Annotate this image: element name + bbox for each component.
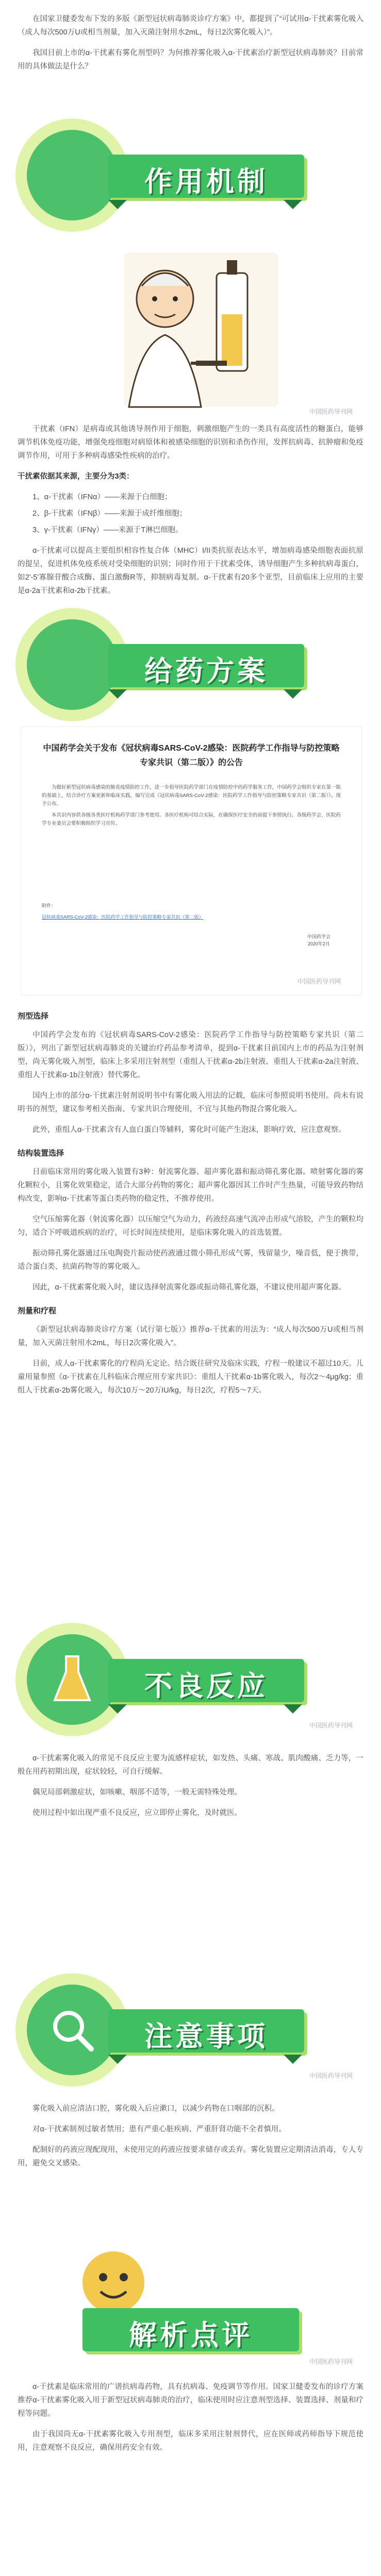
signature-date: 2020年2月 <box>307 941 330 946</box>
review-text <box>18 2380 363 2462</box>
intro-block <box>18 12 363 80</box>
notes-paragraph-2: 对α-干扰素制剂过敏者禁用；患有严重心脏疾病、严重肝肾功能不全者慎用。 <box>32 2125 286 2133</box>
adverse-paragraph-1: α-干扰素雾化吸入的常见不良反应主要为流感样症状，如发热、头痛、寒战、肌肉酸痛、乏力等，一般在用药初期出现，症状较轻，可自行缓解。 <box>18 1754 363 1776</box>
ribbon-tail-left <box>108 1704 127 1714</box>
mechanism-banner <box>0 103 381 237</box>
doctor-illustration <box>0 242 381 412</box>
announcement-attachment-label: 附件： <box>42 903 56 908</box>
device-heading: 结构装置选择 <box>18 1149 64 1158</box>
admin-paragraph-2: 目前，成人α-干扰素雾化的疗程尚无定论。结合既往研究及临床实践，疗程一般建议不超过10天。儿童用量参照《α-干扰素在儿科临床合理应用专家共识》：重组人干扰素α-1b雾化吸入，每次2～4μg/kg；重组人干扰素α-2b雾化吸入，每次10万～20万IU/kg，每日2次，疗程5～7天。 <box>18 1360 363 1395</box>
type-item-2: 2、β-干扰素（IFNβ）——来源于成纤维细胞； <box>32 510 187 518</box>
announcement-attachment-link[interactable]: 冠状病毒SARS-CoV-2感染：医院药学工作指导与防控策略专家共识（第二版） <box>42 914 204 920</box>
types-heading: 干扰素依据其来源，主要分为3类： <box>18 472 134 481</box>
notes-banner <box>0 1958 381 2092</box>
ribbon-tail-left <box>108 200 127 209</box>
watermark-4: 中国医药导刊网 <box>309 2072 353 2079</box>
doctor-syringe-icon <box>0 242 381 412</box>
dosing-banner <box>0 592 381 726</box>
banner-circle-inner <box>27 130 118 221</box>
watermark-1: 中国医药导刊网 <box>309 408 353 415</box>
dosing-text <box>18 1010 363 1404</box>
announcement-signature <box>307 933 330 947</box>
signature-org: 中国药学会 <box>307 934 330 939</box>
announcement-title: 中国药学会关于发布《冠状病毒SARS-CoV-2感染：医院药学工作指导与防控策略专家共识（第二版）》的公告 <box>43 744 340 767</box>
mechanism-paragraph-1: 干扰素（IFN）是病毒或其他诱导剂作用于细胞，刺激细胞产生的一类具有高度活性的糖蛋白，能够调节机体免疫功能，增强免疫细胞对病原体和被感染细胞的识别和杀伤作用，发挥抗病毒、抗肿瘤和免疫调节作用，可用于多种病毒感染性疾病的治疗。 <box>18 425 363 460</box>
banner-title: 解析点评 <box>129 2319 253 2351</box>
admin-heading: 剂量和疗程 <box>18 1307 57 1315</box>
announcement-paragraph-1: 为做好新型冠状病毒感染的肺炎疫情防控工作，进一步指导医院药学部门在疫情防控中的药学服务工作，中国药学会组织专家在第一版的基础上，结合诊疗方案更新和临床实践，编写完成《冠状病毒SARS-CoV-2感染：医院药学工作指导与防控策略专家共识（第二版）》。现予公布。 <box>42 785 341 807</box>
watermark-3: 中国医药导刊网 <box>309 1722 353 1729</box>
type-item-1: 1、α-干扰素（IFNα）——来源于白细胞； <box>32 493 172 501</box>
type-item-3: 3、γ-干扰素（IFNγ）——来源于T淋巴细胞。 <box>32 526 183 534</box>
mechanism-paragraph-2: α-干扰素可以提高主要组织相容性复合体（MHC）I/II类抗原表达水平，增加病毒感染细胞表面抗原的提呈，促进机体免疫系统对受染细胞的识别；同时作用于干扰素受体，诱导细胞产生多种抗病毒蛋白，如2'-5'寡腺苷酸合成酶、蛋白激酶R等，抑制病毒复制。α-干扰素有20多个亚型，目前临床上应用的主要是α-2a干扰素和α-2b干扰素。 <box>18 547 363 595</box>
ribbon-tail-left <box>108 2055 127 2064</box>
device-paragraph-3: 振动筛孔雾化器通过压电陶瓷片振动使药液通过微小筛孔形成气雾，残留量少，噪音低，便于携带，适合蛋白类、抗菌药物等的雾化吸入。 <box>18 1249 363 1271</box>
intro-question: 我国目前上市的α-干扰素有雾化剂型吗？为何推荐雾化吸入α-干扰素治疗新型冠状病毒肺炎？目前常用的具体做法是什么？ <box>18 49 363 71</box>
notes-text <box>18 2102 363 2177</box>
types-list <box>18 490 363 537</box>
review-paragraph-1: α-干扰素是临床常用的广谱抗病毒药物，具有抗病毒、免疫调节等作用。国家卫健委发布的诊疗方案推荐α-干扰素雾化吸入用于新型冠状病毒肺炎的治疗，临床使用时应注意剂型选择、装置选择、剂量和疗程等问题。 <box>18 2383 363 2418</box>
device-paragraph-1: 目前临床常用的雾化吸入装置有3种：射流雾化器、超声雾化器和振动筛孔雾化器。喷射雾化器的雾化颗粒小，且雾化效果稳定，适合大部分药物的雾化；超声雾化器因其工作时产生热量，可能导致药物结构改变，影响α-干扰素等蛋白类药物的稳定性，不推荐使用。 <box>18 1168 363 1203</box>
flask-icon <box>52 1654 93 1705</box>
dosage-paragraph-3: 此外，重组人α-干扰素含有人血白蛋白等辅料，雾化时可能产生泡沫，影响疗效，应注意观察。 <box>32 1126 346 1134</box>
announcement-body <box>42 784 341 831</box>
adverse-paragraph-2: 偶见局部刺激症状，如咳嗽、咽部不适等，一般无需特殊处理。 <box>32 1788 242 1797</box>
dosage-form-heading: 剂型选择 <box>18 1012 49 1021</box>
watermark-2: 中国医药导刊网 <box>297 978 341 985</box>
admin-paragraph-1: 《新型冠状病毒肺炎诊疗方案（试行第七版）》推荐α-干扰素的用法为：“成人每次500万U或相当剂量，加入灭菌注射用水2mL，每日2次雾化吸入”。 <box>18 1326 363 1347</box>
banner-circle-inner <box>27 619 118 710</box>
ribbon-tail-right <box>284 2055 302 2064</box>
announcement-card <box>21 726 362 995</box>
adverse-text <box>18 1752 363 1827</box>
announcement-paragraph-2: 本共识内容供各级各类医疗机构药学部门参考使用。各医疗机构可结合实际，在确保医疗安全的前提下参照执行。各级药学会、医院药学专业委员会要积极组织学习宣传。 <box>42 812 341 826</box>
banner-ribbon <box>108 155 304 198</box>
watermark-5: 中国医药导刊网 <box>309 2358 353 2365</box>
banner-ribbon <box>82 2308 299 2351</box>
intro-paragraph: 在国家卫健委发布下发的多版《新型冠状病毒肺炎诊疗方案》中，都提到了“可试用α-干扰素雾化吸入（成人每次500万U或相当剂量，加入灭菌注射用水2mL，每日2次雾化吸入）”。 <box>18 15 363 37</box>
ribbon-tail-left <box>108 689 127 699</box>
ribbon-tail-right <box>284 200 302 209</box>
banner-title: 给药方案 <box>144 655 268 687</box>
mechanism-text <box>18 422 363 605</box>
device-paragraph-4: 因此，α-干扰素雾化吸入时，建议选择射流雾化器或振动筛孔雾化器，不建议使用超声雾化器。 <box>32 1283 346 1292</box>
ribbon-tail-right <box>284 1704 302 1714</box>
notes-paragraph-3: 配制好的药液应现配现用，未使用完的药液应按要求储存或丢弃。雾化装置应定期清洁消毒，专人专用，避免交叉感染。 <box>18 2146 363 2167</box>
banner-ribbon <box>108 644 304 687</box>
adverse-paragraph-3: 使用过程中如出现严重不良反应，应立即停止雾化，及时就医。 <box>32 1809 242 1817</box>
notes-paragraph-1: 雾化吸入前应清洁口腔，雾化吸入后应漱口，以减少药物在口咽部的沉积。 <box>32 2105 279 2113</box>
device-paragraph-2: 空气压缩雾化器（射流雾化器）以压缩空气为动力，药液经高速气流冲击形成气溶胶，产生的颗粒均匀，适合下呼吸道疾病的治疗，可长时间连续使用，是临床雾化吸入的首选装置。 <box>18 1215 363 1237</box>
banner-title: 不良反应 <box>144 1670 268 1702</box>
banner-title: 注意事项 <box>144 2020 268 2053</box>
review-paragraph-2: 由于我国尚无α-干扰素雾化吸入专用剂型，临床多采用注射剂替代，应在医师或药师指导下规范使用，注意观察不良反应，确保用药安全有效。 <box>18 2430 363 2452</box>
banner-title: 作用机制 <box>144 165 268 198</box>
dosage-paragraph-1: 中国药学会发布的《冠状病毒SARS-CoV-2感染：医院药学工作指导与防控策略专家共识（第二版）》，列出了新型冠状病毒肺炎的关键治疗药品参考清单，提到α-干扰素目前国内上市的药品为注射剂型，尚无雾化吸入剂型，临床上多采用注射剂型（重组人干扰素α-2b注射液、重组人干扰素α-2a注射液、重组人干扰素α-1b注射液）替代雾化。 <box>18 1031 363 1079</box>
ribbon-tail-right <box>284 689 302 699</box>
banner-ribbon <box>108 1659 304 1702</box>
banner-ribbon <box>108 2009 304 2053</box>
smiley-icon <box>77 2246 150 2318</box>
magnifier-icon <box>49 2007 95 2053</box>
review-banner <box>0 2241 381 2375</box>
dosage-paragraph-2: 国内上市的部分α-干扰素注射剂说明书中有雾化吸入用法的记载，临床可参照说明书使用。尚未有说明书的剂型，建议参考相关指南、专家共识合理使用，不宜与其他药物混合雾化吸入。 <box>18 1092 363 1113</box>
adverse-banner <box>0 1607 381 1741</box>
